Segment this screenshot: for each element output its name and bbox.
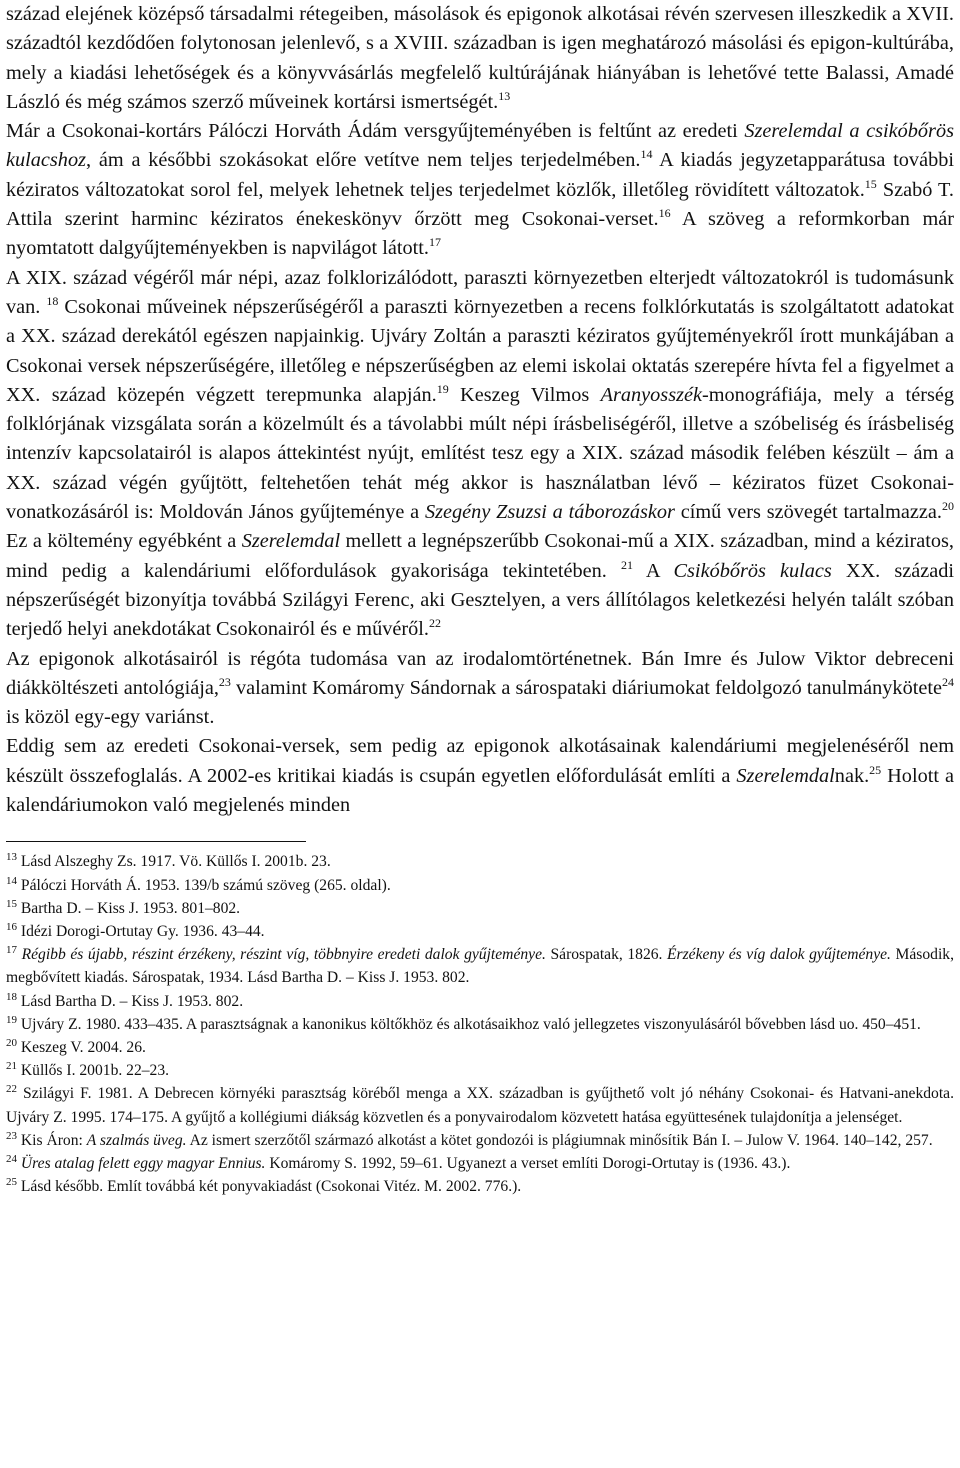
footnote-text: Lásd később. Említ továbbá két ponyvakiadást (Csokonai Vitéz. M. 2002. 776.). <box>17 1178 522 1196</box>
footnotes <box>6 850 954 1198</box>
footnote-ref: 15 <box>864 176 877 191</box>
text-run: A XIX. század végéről már népi, azaz folklorizálódott, paraszti környezetben elterjedt változatokról is tudomásunk van. <box>6 266 954 318</box>
italic-title: Aranyosszék <box>600 383 702 406</box>
footnote-ref: 17 <box>429 235 442 250</box>
text-run: Holott a kalendáriumokon való megjelenés minden <box>6 764 954 817</box>
footnote-text: Komáromy S. 1992, 59–61. Ugyanezt a verset említi Dorogi-Ortutay is (1936. 43.). <box>265 1154 791 1172</box>
paragraph <box>6 0 954 117</box>
footnote <box>6 943 954 989</box>
text-run: A szöveg a reformkorban már nyomtatott dalgyűjteményekben is napvilágot látott. <box>6 208 954 260</box>
footnote <box>6 897 954 920</box>
footnote <box>6 1175 954 1198</box>
italic-title: Szegény Zsuzsi a táborozáskor <box>425 501 675 524</box>
footnote <box>6 1013 954 1036</box>
footnote-text: Idézi Dorogi-Ortutay Gy. 1936. 43–44. <box>17 922 265 940</box>
text-run: Ez a költemény egyébként a <box>6 530 242 553</box>
italic-title: Üres atalag felett eggy magyar Ennius. <box>20 1154 266 1172</box>
footnote-text: Bartha D. – Kiss J. 1953. 801–802. <box>17 899 241 917</box>
paragraph <box>6 732 954 820</box>
footnote-number: 22 <box>6 1083 17 1096</box>
main-text <box>6 0 954 820</box>
footnote <box>6 920 954 943</box>
footnote-ref: 24 <box>942 674 954 689</box>
italic-title: Szerelemdal a csikóbőrös kulacshoz <box>6 120 954 172</box>
footnote <box>6 1129 954 1152</box>
italic-title: A szalmás üveg. <box>86 1131 187 1149</box>
footnote-ref: 22 <box>428 616 441 631</box>
footnote-text: Második, megbővített kiadás. Sárospatak, 1934. Lásd Bartha D. – Kiss J. 1953. 802. <box>6 946 954 987</box>
text-run: Csokonai műveinek népszerűségéről a paraszti környezetben a recens folklórkutatás is szolgáltatott adatokat a XX. század derekától egészen napjainkig. Ujváry Zoltán a paraszti kéziratos gyűjteményekről írott munkájában a Csokonai versek népszerűségére, illetőleg e népszerűségben az elemi iskolai oktatás szerepére hívta fel a figyelmet a XX. század közepén végzett terepmunka alapján. <box>6 295 954 406</box>
footnote <box>6 850 954 873</box>
footnote-ref: 25 <box>869 762 882 777</box>
footnote-text: Az ismert szerzőtől származó alkotást a kötet gondozói is plágiumnak minősítik Bán I. – Julow V. 1964. 140–142, 257. <box>186 1131 933 1149</box>
footnote-text: Ujváry Z. 1980. 433–435. A parasztságnak a kanonikus költőkhöz és alkotásaikhoz való jellegzetes viszonyulásáról bővebben lásd uo. 450–451. <box>17 1015 921 1033</box>
italic-title: Érzékeny és víg dalok gyűjteménye. <box>667 946 891 964</box>
text-run: Keszeg Vilmos <box>448 383 601 406</box>
footnote <box>6 874 954 897</box>
text-run: nak. <box>834 764 870 787</box>
text-run: század elejének középső társadalmi rétegeiben, másolások és epigonok alkotásai révén szervesen illeszkedik a XVII. századtól kezdődően folytonosan jelenlevő, s a XVIII. században is igen meghatározó másolási és epigon-kultúrába, mely a kiadási lehetőségek és a könyvvásárlás megfelelő kultúrájának hiányában is lehetővé tette Balassi, Amadé László és még számos szerző műveinek kortársi ismertségét. <box>6 3 954 113</box>
text-run: is közöl egy-egy variánst. <box>6 706 215 729</box>
footnote <box>6 990 954 1013</box>
paragraph <box>6 264 954 645</box>
footnote-text: Pálóczi Horváth Á. 1953. 139/b számú szöveg (265. oldal). <box>17 876 391 894</box>
footnote-text: Szilágyi F. 1981. A Debrecen környéki parasztság köréből menga a XX. században is gyűjthető volt jó néhány Csokonai- és Hatvani-anekdota. Ujváry Z. 1995. 174–175. A gyűjtő a kollégiumi diákság közvetlen és a ponyvairodalom közvetett hatása együttesének tulajdonítja a jelenséget. <box>6 1085 954 1126</box>
footnote-text: Lásd Alszeghy Zs. 1917. Vö. Küllős I. 2001b. 23. <box>17 853 331 871</box>
italic-title: Régibb és újabb, részint érzékeny, részint víg, többnyire eredeti dalok gyűjteménye. <box>21 946 546 964</box>
footnote-ref: 13 <box>498 88 511 103</box>
footnote-text: Küllős I. 2001b. 22–23. <box>17 1062 170 1080</box>
text-run: valamint Komáromy Sándornak a sárospataki diáriumokat feldolgozó tanulmánykötete <box>230 676 942 699</box>
footnote-number: 25 <box>6 1176 17 1189</box>
text-run: mellett a legnépszerűbb Csokonai-mű a XIX. században, mind a kéziratos, mind pedig a kalendáriumi előfordulások gyakorisága tekintetében. <box>6 530 954 582</box>
footnote-ref: 23 <box>218 674 231 689</box>
document-page <box>6 0 954 1198</box>
text-run: Eddig sem az eredeti Csokonai-versek, sem pedig az epigonok alkotásainak kalendáriumi megjelenéséről nem készült összefoglalás. A 2002-es kritikai kiadás is csupán egyetlen előfordulását említi a <box>6 735 954 787</box>
footnote-ref: 21 <box>620 557 633 572</box>
text-run: Már a Csokonai-kortárs Pálóczi Horváth Ádám versgyűjteményében is feltűnt az eredeti <box>6 120 745 143</box>
footnote-text: Keszeg V. 2004. 26. <box>17 1038 146 1056</box>
footnote-number: 14 <box>6 874 17 887</box>
footnote-text: Kis Áron: <box>17 1131 87 1149</box>
text-run: -monográfiája, mely a térség folklórjának vizsgálata során a közelmúlt és a távolabbi múlt népi írásbeliségéről, illetve a szóbeliség és írásbeliség intenzív kapcsolatairól is alapos áttekintést nyújt, említést tesz egy a XIX. század második felében készült – ám a XX. század végén gyűjtött, feltehetően tehát még akkor is használatban lévő – kéziratos füzet Csokonai-vonatkozásáról is: Moldován János gyűjteménye a <box>6 383 954 524</box>
text-run: , ám a későbbi szokásokat előre vetítve nem teljes terjedelmében. <box>86 149 641 172</box>
footnote-ref: 20 <box>942 499 954 514</box>
text-run: című vers szövegét tartalmazza. <box>674 501 942 524</box>
footnote-number: 21 <box>6 1060 17 1073</box>
footnote-number: 13 <box>6 851 17 864</box>
footnote-number: 20 <box>6 1036 17 1049</box>
footnote-separator <box>6 841 306 842</box>
footnote-number: 19 <box>6 1013 17 1026</box>
text-run: Az epigonok alkotásairól is régóta tudomása van az irodalomtörténetnek. Bán Imre és Julow Viktor debreceni diákköltészeti antológiája, <box>6 647 954 699</box>
italic-title: Csikóbőrös kulacs <box>673 559 832 582</box>
footnote <box>6 1059 954 1082</box>
paragraph <box>6 645 954 733</box>
text-run: Szabó T. Attila szerint harminc kéziratos énekeskönyv őrzött meg Csokonai-verset. <box>6 178 955 231</box>
footnote-ref: 16 <box>658 206 671 221</box>
text-run: A kiadás jegyzetapparátusa további kéziratos változatokat sorol fel, melyek lehetnek teljes terjedelmet közlők, illetőleg rövidített változatok. <box>6 149 954 201</box>
footnote-text: Lásd Bartha D. – Kiss J. 1953. 802. <box>17 992 244 1010</box>
footnote-ref: 18 <box>46 293 59 308</box>
footnote-ref: 19 <box>436 381 449 396</box>
italic-title: Szerelemdal <box>241 530 341 553</box>
paragraph <box>6 117 954 263</box>
text-run: XX. századi népszerűségét bizonyítja továbbá Szilágyi Ferenc, aki Gesztelyen, a vers állítólagos keletkezési helyén talált szóban terjedő helyi anekdotákat Csokonairól és e művéről. <box>6 559 954 641</box>
italic-title: Szerelemdal <box>736 764 835 787</box>
footnote-number: 23 <box>6 1129 17 1142</box>
footnote-number: 18 <box>6 990 17 1003</box>
footnote-number: 24 <box>6 1152 17 1165</box>
text-run: A <box>632 559 674 582</box>
footnote <box>6 1152 954 1175</box>
footnote <box>6 1036 954 1059</box>
footnote-number: 17 <box>6 944 17 957</box>
footnote-number: 15 <box>6 897 17 910</box>
footnote-text: Sárospatak, 1826. <box>545 946 668 964</box>
footnote <box>6 1082 954 1128</box>
footnote-number: 16 <box>6 920 17 933</box>
footnote-ref: 14 <box>640 147 653 162</box>
